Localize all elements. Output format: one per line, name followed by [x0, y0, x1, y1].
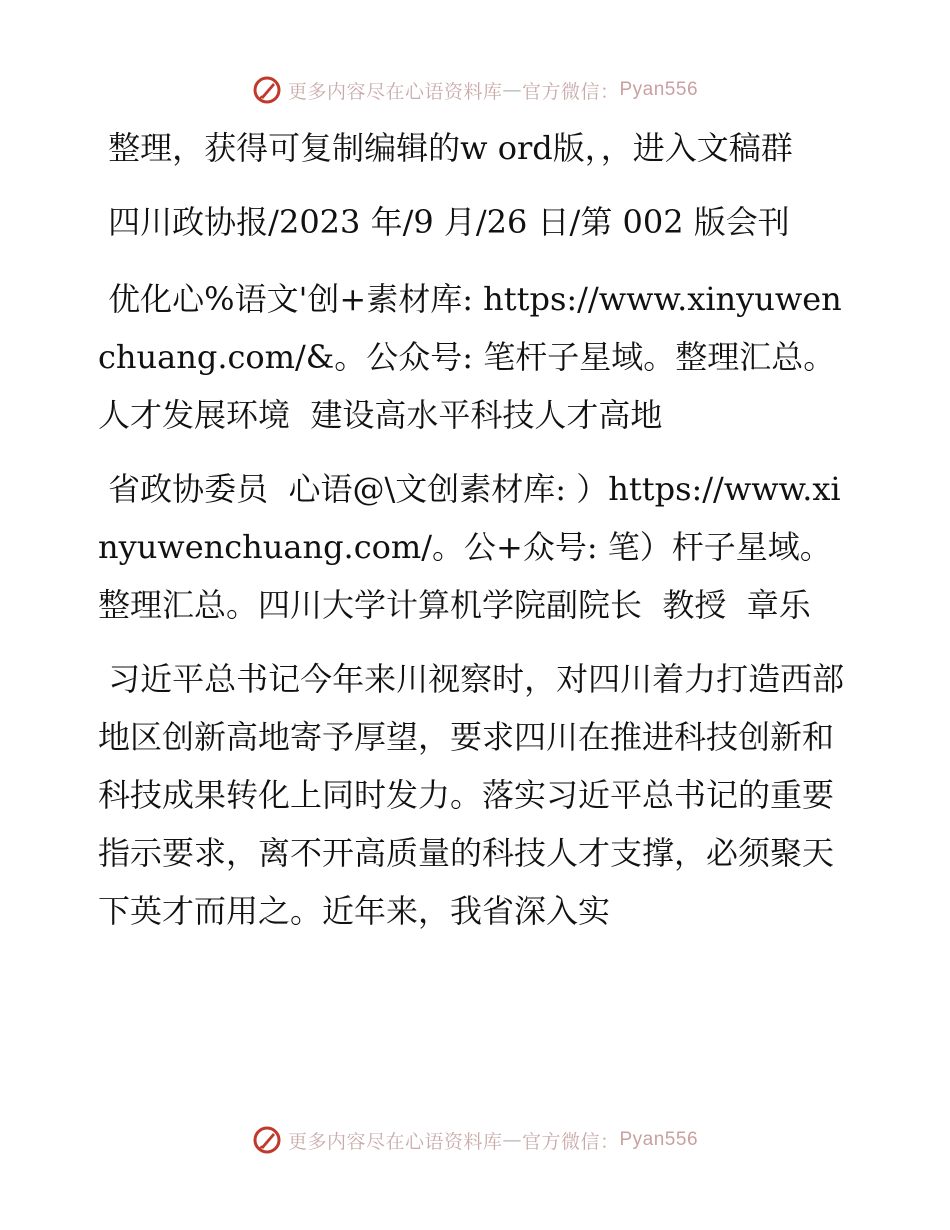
header-watermark [0, 70, 950, 110]
watermark-separator: — [502, 1129, 522, 1151]
watermark-text: 更多内容尽在心语资料库 [287, 1130, 503, 1153]
footer-watermark [0, 1120, 950, 1160]
watermark-wechat-id: Pyan556 [619, 1129, 699, 1150]
watermark-wechat-label: 官方微信： [521, 80, 620, 103]
paragraph-author: 省政协委员 心语@\文创素材库: ）https://www.xinyuwenchuang.com/。公+众号: 笔）杆子星域。整理汇总。四川大学计算机学院副院长 教授 章乐 [98, 470, 841, 624]
watermark-separator: — [502, 79, 522, 101]
paragraph-body: 习近平总书记今年来川视察时，对四川着力打造西部地区创新高地寄予厚望，要求四川在推进科技创新和科技成果转化上同时发力。落实习近平总书记的重要指示要求，离不开高质量的科技人才支撑，必须聚天下英才而用之。近年来，我省深入实 [98, 660, 845, 930]
paragraph-intro: 整理，获得可复制编辑的w ord版，，进入文稿群 [98, 129, 793, 167]
watermark-wechat-id: Pyan556 [619, 79, 699, 100]
watermark-text: 更多内容尽在心语资料库 [287, 80, 503, 103]
quill-logo-icon [252, 1125, 282, 1155]
paragraph-title: 优化心%语文'创+素材库: https://www.xinyuwenchuang.com/&。公众号: 笔杆子星域。整理汇总。人才发展环境 建设高水平科技人才高地 [98, 280, 842, 434]
paragraph-source: 四川政协报/2023 年/9 月/26 日/第 002 版会刊 [98, 203, 790, 241]
quill-logo-icon [252, 75, 282, 105]
document-body [98, 122, 858, 940]
watermark-wechat-label: 官方微信： [521, 1130, 620, 1153]
